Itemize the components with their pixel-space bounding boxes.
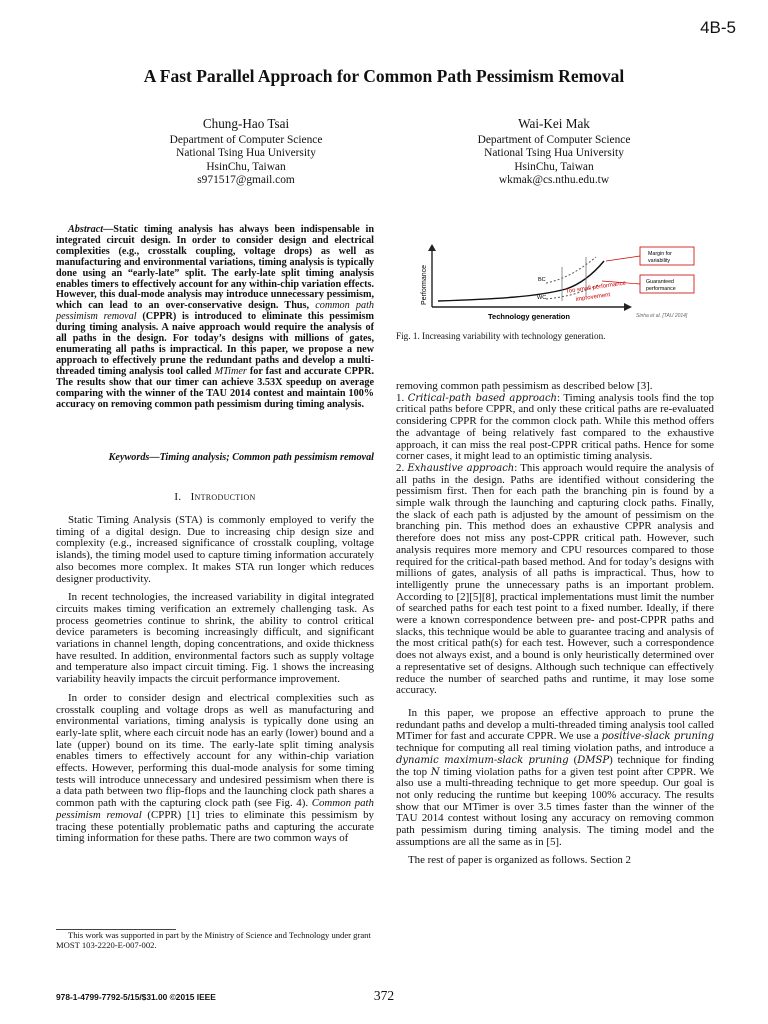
guaranteed-label-2: performance — [646, 286, 676, 292]
author-univ: National Tsing Hua University — [176, 147, 316, 160]
abstract-text-2: (CPPR) is introduced to eliminate this pessimism during timing analysis. A naive approach would require the analysis of all paths in the design. For today’s designs with millions of gates, enumerating all paths is impractical. In this paper, we propose a new approach to effectively prune the redundant paths and develop a multi-threaded timing analysis tool called — [56, 311, 375, 377]
paragraph: In recent technologies, the increased variability in digital integrated circuits makes timing verification an extremely challenging task. As process geometries continue to shrink, the ability to control critical device parameters is becoming increasingly difficult, and significant variations in channel length, doping concentrations, and oxide thickness have resulted. In addition, environmental factors such as supply voltage and temperature also impact circuit timing. Fig. 1 shows the increasing variability heavily impacts the circuit performance improvement. — [56, 591, 374, 686]
too-small-label: Too small performance — [565, 280, 627, 295]
page-number: 372 — [373, 988, 395, 1003]
author-block-2 — [404, 117, 704, 188]
author-email: s971517@gmail.com — [197, 174, 295, 187]
author-univ: National Tsing Hua University — [484, 147, 624, 160]
callout-line — [606, 256, 640, 261]
guaranteed-label-1: Guaranteed — [646, 279, 674, 285]
intro-left-column — [56, 515, 374, 845]
paragraph — [56, 693, 374, 845]
paragraph: Static Timing Analysis (STA) is commonly employed to verify the timing of a digital design. Due to increasing chip design size and complexity (e.g., increased significance of crosstalk coupling, voltage islands), the timing model used to capture timing information accurately also becomes more complex. It makes STA run longer which reduces designer productivity. — [56, 514, 374, 585]
abstract-italic-1: common path pessimism removal — [56, 300, 375, 323]
section-name: Introduction — [190, 491, 256, 503]
bc-label: BC — [538, 277, 546, 283]
abstract-label: Abstract — [68, 224, 104, 235]
figure-1 — [396, 243, 696, 325]
section-heading — [56, 491, 374, 503]
abstract-text-1: —Static timing analysis has always been indispensable in integrated circuit design. In order to consider design and electrical complexities (e.g., crosstalk coupling, voltage drops) as well as manufacturing and environmental variations, timing analysis is typically done using an “early-late” split. The early-late split timing analysis enables timers to effectively account for any within-chip variation effects. However, this dual-mode analysis may introduce unnecessary pessimism, which can lead to an over-conservative design. Thus, — [56, 224, 374, 312]
paper-title: A Fast Parallel Approach for Common Path Pessimism Removal — [143, 66, 625, 86]
figure-caption: Fig. 1. Increasing variability with technology generation. — [396, 331, 606, 341]
paragraph-text: (CPPR) [1] tries to eliminate this pessimism by tracing these potentially problematic paths and capturing the accurate timing information for these paths. There are two common ways of — [56, 808, 375, 845]
item-title: Exhaustive approach — [407, 462, 515, 474]
author-email: wkmak@cs.nthu.edu.tw — [498, 174, 610, 187]
y-axis-label: Performance — [421, 264, 428, 305]
abstract — [56, 225, 374, 410]
performance-curve — [438, 261, 604, 301]
keywords: Keywords—Timing analysis; Common path pessimism removal — [108, 452, 374, 463]
improvement-label: improvement — [575, 292, 611, 303]
figure-citation: Sinha et al. [TAU 2014] — [636, 313, 688, 319]
author-name: Wai-Kei Mak — [518, 116, 590, 131]
author-city: HsinChu, Taiwan — [514, 160, 594, 173]
paragraph-text: In order to consider design and electrical complexities such as crosstalk coupling and voltage drops as well as manufacturing and environmental variations, timing analysis is typically done using an early-late split, where each circuit node has an early (lower) bound and a late (upper) bound on its time. The early-late split timing analysis enables timers to effectively account for any within-chip variation effects. However, performing this dual-mode analysis for some timing tests will introduce unnecessary and undesired pessimism when there is a data path between two flip-flops and the launching clock path shares a common path with the capturing clock path (see Fig. 4). — [56, 691, 374, 810]
list-item: 2. Exhaustive approach: This approach would require the analysis of all paths in the design. Paths are identified without considering the pessimism first. Then for each path the branching pin is found by a simple walk through the launching and capturing clock paths. Finally, the slack of each path is adjusted by the amount of pessimism on the branching pin. This method does an exhaustive CPPR analysis and therefore does not miss any post-CPPR critical path. However, such analysis requires more memory and CPU resources compared to those required for the critical-path based method. And for today’s designs with millions of gates, analysis of all paths is impractical. Thus, how to intelligently prune the unnecessary paths is an important problem. According to [2][5][8], practical implementations must limit the number of searched paths for each test point to a fixed number. Ideally, if there were a known correspondence between pre- and post-CPPR paths and slacks, this technique would be able to guarantee tracing and analysis of the most critical path(s) for each test. However, such a correspondence does not always exist, and a bound is only heuristically determined over a representative set of designs. Although such technique can effectively reduce the number of searched paths and runtime, it may lose some accuracy. — [396, 461, 715, 697]
author-dept: Department of Computer Science — [477, 133, 631, 146]
abstract-text-3: for fast and accurate CPPR. The results show that our timer can achieve 3.53X speedup on average comparing with the winner of the TAU 2014 contest and maintain 100% accuracy on removing common path pessimism during timing analysis. — [56, 365, 374, 410]
paragraph: removing common path pessimism as described below [3]. — [396, 380, 653, 392]
intro-right-column — [396, 381, 714, 867]
author-block-1 — [96, 117, 396, 188]
paragraph: The rest of paper is organized as follows. Section 2 — [408, 854, 631, 867]
copyright-line: 978-1-4799-7792-5/15/$31.00 ©2015 IEEE — [56, 992, 216, 1002]
session-tag: 4B-5 — [700, 18, 736, 37]
x-axis-label: Technology generation — [488, 312, 570, 321]
margin-label-1: Margin for — [648, 251, 672, 257]
paragraph: In this paper, we propose an effective approach to prune the redundant paths and develop a multi-threaded timing analysis tool called MTimer for fast and accurate CPPR. We use a positive-slack pruning technique for computing all real timing violation paths, and introduce a dynamic maximum-slack pruning (DMSP) technique for finding the top N timing violation paths for a given test point after CPPR. We also use a multi-threading technique to get more speedup. Our goal is not only reducing the runtime but keeping 100% accuracy. The results show that our MTimer is over 3.5 times faster than the winner of the TAU 2014 contest without losing any accuracy on removing common path pessimism during timing analysis. The timing model and the assumptions are all the same as in [5]. — [396, 706, 714, 848]
x-axis-arrow — [624, 303, 632, 311]
author-name: Chung-Hao Tsai — [202, 116, 290, 131]
author-dept: Department of Computer Science — [169, 133, 323, 146]
best-case-curve — [546, 257, 596, 283]
footnote: This work was supported in part by the Ministry of Science and Technology under grant MOST 103-2220-E-007-002. — [56, 930, 371, 950]
list-item: 1. Critical-path based approach: Timing analysis tools find the top critical paths before CPPR, and only these critical paths are re-evaluated considering CPPR for the common clock path. While this method offers the advantage of being relatively fast compared to the exhaustive approach, it can miss the real post-CPPR critical paths. Hence for some corner cases, it might lead to an optimistic timing analysis. — [396, 391, 714, 463]
item-title: Critical-path based approach — [407, 392, 558, 404]
margin-label-2: variability — [648, 258, 671, 264]
author-city: HsinChu, Taiwan — [206, 160, 286, 173]
abstract-italic-2: MTimer — [214, 365, 247, 377]
section-number: I. — [174, 491, 182, 503]
y-axis-arrow — [428, 244, 436, 251]
paragraph-italic: Common path pessimism removal — [56, 797, 374, 821]
wc-label: WC — [537, 295, 547, 301]
